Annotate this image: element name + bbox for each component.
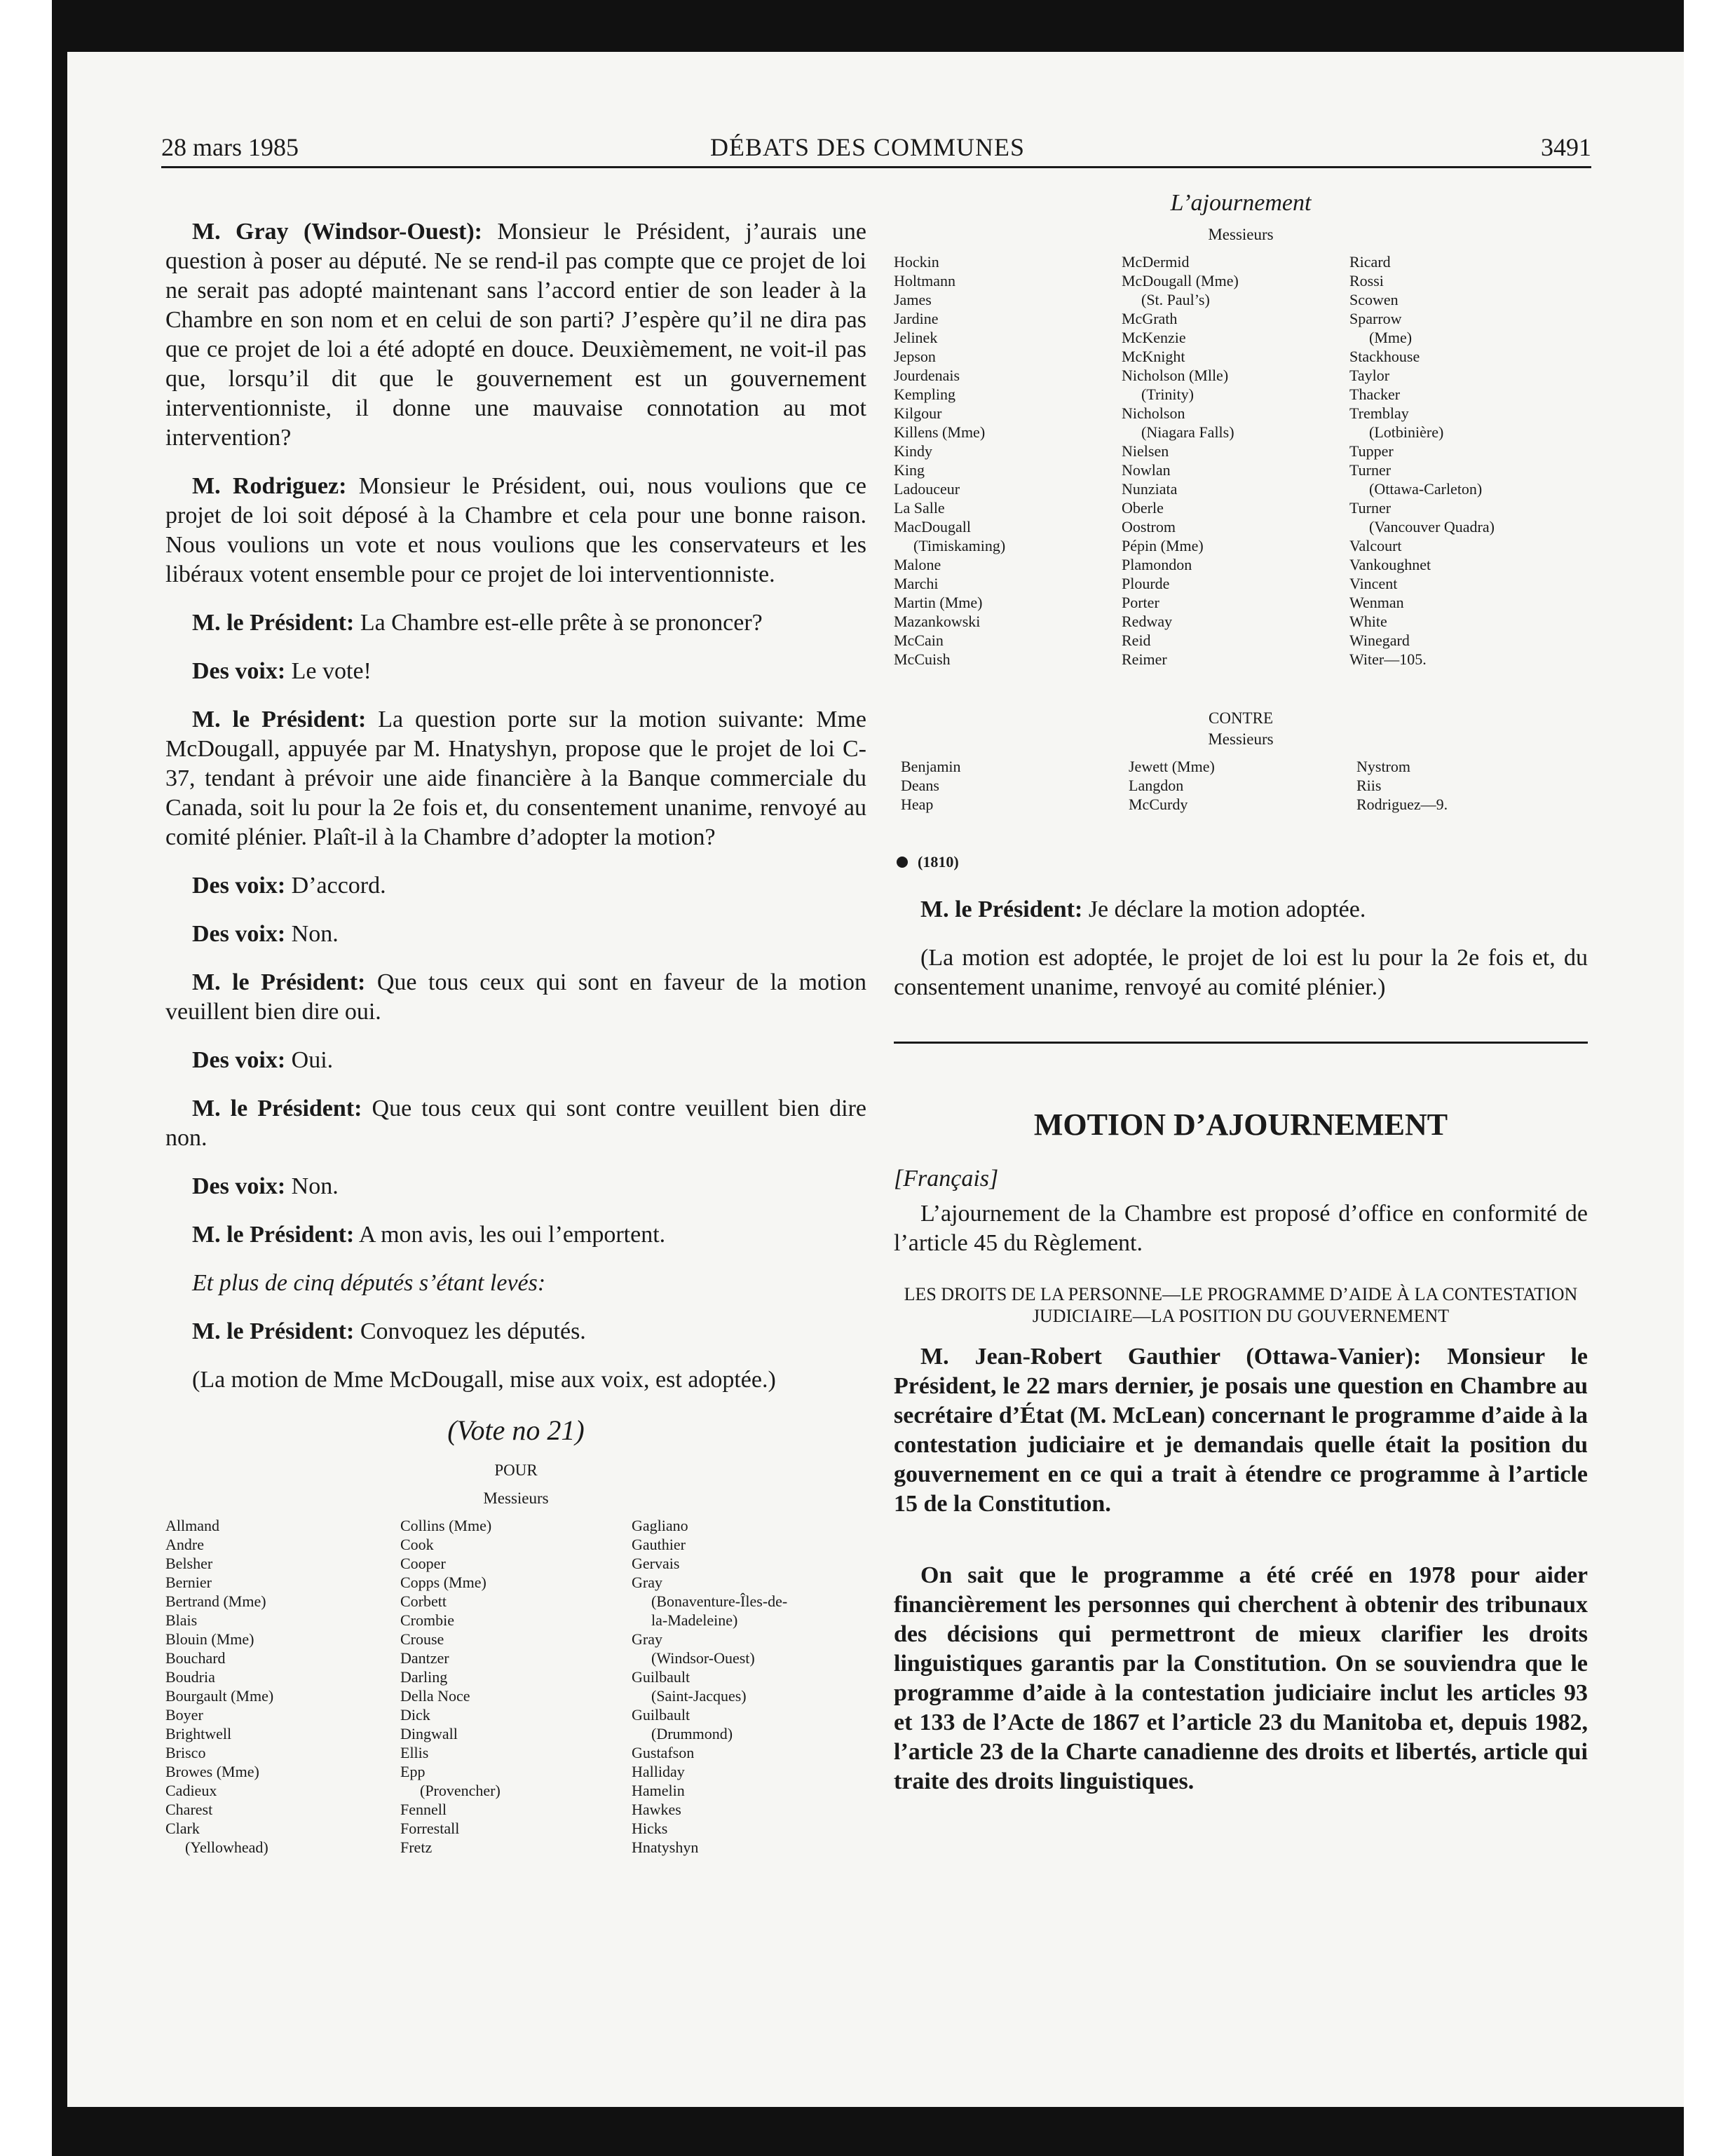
motion-heading: MOTION D’AJOURNEMENT: [1033, 1107, 1448, 1142]
member-name: Bertrand (Mme): [165, 1592, 266, 1610]
member-name: Halliday: [632, 1763, 685, 1780]
member-name: Forrestall: [400, 1820, 460, 1837]
member-name: Ladouceur: [894, 480, 960, 498]
member-name: Rossi: [1349, 272, 1384, 289]
pour-column-3: [632, 1516, 866, 1857]
gauthier-speaker: M. Jean-Robert Gauthier (Ottawa-Vanier):: [920, 1344, 1422, 1370]
messieurs-label: Messieurs: [1208, 730, 1274, 748]
paragraph: [165, 705, 866, 852]
member-name: Gauthier: [632, 1536, 686, 1553]
member-name: Gagliano: [632, 1517, 688, 1534]
paragraph: [165, 968, 866, 1027]
paragraph: [165, 657, 866, 686]
paragraph: [165, 871, 866, 901]
member-name: (Bonaventure-Îles-de-: [651, 1592, 788, 1610]
vote-title: (Vote no 21): [447, 1414, 585, 1446]
member-name: Guilbault: [632, 1668, 690, 1686]
member-name: Blouin (Mme): [165, 1630, 254, 1648]
member-name: Hamelin: [632, 1782, 685, 1799]
paragraph: [165, 1220, 866, 1250]
time-tag: [894, 852, 1588, 873]
member-name: (Windsor-Ouest): [651, 1649, 755, 1667]
paragraph-text: A mon avis, les oui l’emportent.: [354, 1222, 666, 1248]
member-name: McDermid: [1122, 253, 1190, 271]
paragraph-text: La question porte sur la motion suivante: Mme McDougall, appuyée par M. Hnatyshyn, propose que le projet de loi C-37, tendant à prévoir une aide financière à la Banque commerciale du Canada, soit lu pour la 2e fois et, du consentement unanime, renvoyé au comité plénier. Plaît-il à la Chambre d’adopter la motion?: [165, 707, 867, 850]
member-name: Boyer: [165, 1706, 203, 1724]
member-name: Hockin: [894, 253, 939, 271]
paragraph-text: Que tous ceux qui sont contre veuillent bien dire non.: [165, 1096, 866, 1151]
member-name: Jelinek: [894, 329, 938, 346]
paragraph-text: La Chambre est-elle prête à se prononcer?: [354, 610, 763, 636]
member-name: Nowlan: [1122, 461, 1171, 479]
member-name: Clark: [165, 1820, 200, 1837]
member-name: Witer—105.: [1349, 650, 1427, 668]
member-name: (Vancouver Quadra): [1369, 518, 1495, 535]
member-name: Stackhouse: [1349, 348, 1420, 365]
messieurs-label: Messieurs: [1208, 226, 1274, 243]
subheading: LES DROITS DE LA PERSONNE—LE PROGRAMME D’AIDE À LA CONTESTATION JUDICIAIRE—LA POSITION DU GOUVERNEMENT: [904, 1284, 1578, 1326]
member-name: MacDougall: [894, 518, 971, 535]
member-name: Marchi: [894, 575, 939, 592]
speaker-name: M. le Président:: [192, 707, 367, 732]
member-name: Charest: [165, 1801, 213, 1818]
paragraph-text: Monsieur le Président, j’aurais une question à poser au député. Ne se rend-il pas compte que ce projet de loi ne serait pas adopté maintenant sans l’accord entier de son leader à la Chambre en son nom et en celui de son parti? J’espère qu’il ne dira pas que ce projet de loi a été adopté en douce. Deuxièmement, ne voit-il pas que, lorsqu’il dit que le gouvernement est un gouvernement interventionniste, il donne une mauvaise connotation au mot intervention?: [165, 219, 866, 451]
member-name: Nicholson (Mlle): [1122, 367, 1229, 384]
speaker-name: M. le Président:: [192, 610, 355, 636]
member-name: Epp: [400, 1763, 426, 1780]
speaker-name: M. le Président:: [920, 896, 1083, 922]
member-name: Hnatyshyn: [632, 1838, 699, 1856]
member-name: Jardine: [894, 310, 939, 327]
member-name: (Provencher): [420, 1782, 501, 1799]
member-name: Pépin (Mme): [1122, 537, 1204, 554]
paragraph-text: Et plus de cinq députés s’étant levés:: [192, 1270, 546, 1296]
member-name: Reimer: [1122, 650, 1167, 668]
member-name: Jourdenais: [894, 367, 960, 384]
contre-names: [894, 757, 1588, 814]
member-name: Turner: [1349, 499, 1392, 517]
pour-column-1: [165, 1516, 400, 1857]
member-name: Wenman: [1349, 594, 1404, 611]
paragraph-text: Non.: [285, 1173, 339, 1199]
contre-column-2: [1129, 757, 1356, 814]
member-name: Dantzer: [400, 1649, 449, 1667]
member-name: Browes (Mme): [165, 1763, 259, 1780]
gauthier-text: Monsieur le Président, le 22 mars dernier, je posais une question en Chambre au secrétaire d’État (M. McLean) concernant le programme d’aide à la contestation judiciaire et je demandais quelle était la position du gouvernement en ce qui a trait à étendre ce programme à l’article 15 de la Constitution.: [894, 1344, 1588, 1517]
left-column: [165, 217, 866, 1857]
member-name: Blais: [165, 1611, 198, 1629]
paragraph: [165, 1172, 866, 1201]
paragraph: [165, 608, 866, 638]
member-name: Cooper: [400, 1555, 446, 1572]
paragraph-text: (La motion de Mme McDougall, mise aux voix, est adoptée.): [192, 1367, 776, 1393]
member-name: Langdon: [1129, 777, 1184, 794]
member-name: (Saint-Jacques): [651, 1687, 747, 1705]
member-name: Deans: [901, 777, 939, 794]
member-name: Nystrom: [1356, 758, 1410, 775]
member-name: Gray: [632, 1574, 662, 1591]
member-name: La Salle: [894, 499, 945, 517]
member-name: McKenzie: [1122, 329, 1186, 346]
paragraph: [165, 1317, 866, 1346]
speaker-name: Des voix:: [192, 1173, 286, 1199]
member-name: Malone: [894, 556, 941, 573]
member-name: (St. Paul’s): [1141, 291, 1210, 308]
member-name: Vankoughnet: [1349, 556, 1431, 573]
language-tag: [Français]: [894, 1166, 999, 1192]
speaker-name: M. le Président:: [192, 1096, 362, 1121]
member-name: James: [894, 291, 932, 308]
member-name: Boudria: [165, 1668, 215, 1686]
header-title: DÉBATS DES COMMUNES: [709, 133, 1026, 161]
member-name: Heap: [901, 796, 934, 813]
member-name: (Trinity): [1141, 386, 1194, 403]
member-name: Plourde: [1122, 575, 1170, 592]
right-paragraphs: [894, 895, 1588, 1002]
member-name: Crombie: [400, 1611, 454, 1629]
pour-continued-column-3: [1349, 252, 1588, 669]
paragraph-text: Monsieur le Président, oui, nous voulions que ce projet de loi soit déposé à la Chambre et cela pour une bonne raison. Nous voulions un vote et nous voulions que les conservateurs et les libéraux votent ensemble pour ce projet de loi interventionniste.: [165, 473, 866, 587]
adjournment-title: L’ajournement: [1170, 190, 1312, 216]
member-name: Hawkes: [632, 1801, 681, 1818]
member-name: Vincent: [1349, 575, 1398, 592]
paragraph-text: D’accord.: [285, 873, 386, 899]
member-name: Fennell: [400, 1801, 447, 1818]
speaker-name: Des voix:: [192, 658, 286, 684]
section-rule: [894, 1042, 1588, 1044]
paragraph-text: Oui.: [285, 1047, 334, 1073]
member-name: la-Madeleine): [651, 1611, 738, 1629]
member-name: (Ottawa-Carleton): [1369, 480, 1483, 498]
member-name: Oostrom: [1122, 518, 1176, 535]
member-name: (Mme): [1369, 329, 1413, 346]
paragraph-text: Non.: [285, 921, 339, 947]
paragraph-text: Convoquez les députés.: [354, 1318, 586, 1344]
member-name: Riis: [1356, 777, 1382, 794]
member-name: Belsher: [165, 1555, 213, 1572]
speaker-name: M. Rodriguez:: [192, 473, 347, 499]
member-name: Ricard: [1349, 253, 1391, 271]
pour-continued-column-2: [1122, 252, 1349, 669]
member-name: McDougall (Mme): [1122, 272, 1239, 289]
member-name: Bouchard: [165, 1649, 226, 1667]
member-name: Plamondon: [1122, 556, 1192, 573]
member-name: Nielsen: [1122, 442, 1169, 460]
member-name: Martin (Mme): [894, 594, 983, 611]
member-name: Oberle: [1122, 499, 1164, 517]
header-date: 28 mars 1985: [161, 133, 299, 161]
contre-column-1: [901, 757, 1129, 814]
member-name: Jepson: [894, 348, 936, 365]
speaker-name: M. le Président:: [192, 969, 366, 995]
member-name: McCuish: [894, 650, 951, 668]
member-name: Bernier: [165, 1574, 212, 1591]
time-tag-text: (1810): [918, 853, 959, 871]
paragraph-text: Que tous ceux qui sont en faveur de la motion veuillent bien dire oui.: [165, 969, 866, 1025]
member-name: (Drummond): [651, 1725, 733, 1742]
member-name: Kindy: [894, 442, 932, 460]
paragraph: [165, 472, 866, 589]
speaker-name: M. le Président:: [192, 1318, 355, 1344]
header-rule: [161, 166, 1591, 168]
member-name: Rodriguez—9.: [1356, 796, 1448, 813]
member-name: Cadieux: [165, 1782, 217, 1799]
member-name: Dick: [400, 1706, 430, 1724]
paragraph: [894, 895, 1588, 925]
pour-continued-column-1: [894, 252, 1122, 669]
paragraph-text: Je déclare la motion adoptée.: [1082, 896, 1366, 922]
member-name: McGrath: [1122, 310, 1178, 327]
member-name: McCurdy: [1129, 796, 1188, 813]
member-name: Gervais: [632, 1555, 680, 1572]
speaker-name: M. Gray (Windsor-Ouest):: [192, 219, 482, 245]
speaker-name: Des voix:: [192, 1047, 286, 1073]
member-name: Gustafson: [632, 1744, 695, 1761]
bullet-icon: [897, 857, 908, 868]
member-name: Ellis: [400, 1744, 429, 1761]
speaker-name: Des voix:: [192, 873, 286, 899]
member-name: Della Noce: [400, 1687, 470, 1705]
member-name: Copps (Mme): [400, 1574, 487, 1591]
pour-continued-names: [894, 252, 1588, 669]
member-name: Darling: [400, 1668, 448, 1686]
paragraph: [165, 1046, 866, 1075]
member-name: Thacker: [1349, 386, 1401, 403]
member-name: Allmand: [165, 1517, 219, 1534]
paragraph: [165, 920, 866, 949]
member-name: Valcourt: [1349, 537, 1402, 554]
member-name: Sparrow: [1349, 310, 1402, 327]
final-paragraph: On sait que le programme a été créé en 1978 pour aider financièrement les personnes qui cherchent à obtenir des tribunaux des décisions qui permettront de mieux clarifier les droits linguistiques garantis par la Constitution. On se souviendra que le programme d’aide à la contestation judiciaire inclut les articles 93 et 133 de l’Acte de 1867 et l’article 23 du Manitoba et, depuis 1982, l’article 23 de la Charte canadienne des droits et libertés, article qui traite des droits linguistiques.: [894, 1562, 1588, 1794]
member-name: Hicks: [632, 1820, 668, 1837]
member-name: (Yellowhead): [185, 1838, 268, 1856]
right-column: [894, 188, 1588, 1815]
motion-paragraph: L’ajournement de la Chambre est proposé d’office en conformité de l’article 45 du Règlement.: [894, 1201, 1588, 1256]
speaker-name: M. le Président:: [192, 1222, 355, 1248]
paragraph-text: (La motion est adoptée, le projet de loi est lu pour la 2e fois et, du consentement unanime, renvoyé au comité plénier.): [894, 945, 1588, 1000]
member-name: Crouse: [400, 1630, 444, 1648]
member-name: Tremblay: [1349, 404, 1409, 422]
member-name: Porter: [1122, 594, 1159, 611]
pour-column-2: [400, 1516, 632, 1857]
member-name: Redway: [1122, 613, 1173, 630]
pour-label: POUR: [494, 1461, 538, 1479]
member-name: McKnight: [1122, 348, 1185, 365]
left-paragraphs: [165, 217, 866, 1395]
contre-column-3: [1356, 757, 1595, 814]
member-name: (Niagara Falls): [1141, 423, 1234, 441]
member-name: Turner: [1349, 461, 1392, 479]
member-name: Andre: [165, 1536, 204, 1553]
paragraph: [894, 943, 1588, 1002]
member-name: Brisco: [165, 1744, 206, 1761]
paragraph: [165, 1094, 866, 1153]
member-name: (Lotbinière): [1369, 423, 1444, 441]
member-name: Holtmann: [894, 272, 955, 289]
member-name: Winegard: [1349, 632, 1410, 649]
member-name: Gray: [632, 1630, 662, 1648]
member-name: Kilgour: [894, 404, 942, 422]
contre-label: CONTRE: [1209, 709, 1273, 727]
member-name: Nicholson: [1122, 404, 1185, 422]
member-name: Nunziata: [1122, 480, 1178, 498]
member-name: Kempling: [894, 386, 955, 403]
member-name: Mazankowski: [894, 613, 981, 630]
member-name: Benjamin: [901, 758, 961, 775]
member-name: Guilbault: [632, 1706, 690, 1724]
member-name: McCain: [894, 632, 944, 649]
header-page-number: 3491: [1541, 133, 1591, 161]
member-name: White: [1349, 613, 1387, 630]
member-name: Taylor: [1349, 367, 1390, 384]
member-name: Brightwell: [165, 1725, 232, 1742]
speaker-name: Des voix:: [192, 921, 286, 947]
messieurs-label: Messieurs: [483, 1489, 549, 1507]
member-name: King: [894, 461, 925, 479]
paragraph: [165, 217, 866, 453]
member-name: Corbett: [400, 1592, 447, 1610]
gauthier-paragraph: [894, 1342, 1588, 1519]
member-name: Tupper: [1349, 442, 1394, 460]
member-name: Reid: [1122, 632, 1151, 649]
pour-names: [165, 1516, 866, 1857]
member-name: Scowen: [1349, 291, 1399, 308]
member-name: Collins (Mme): [400, 1517, 492, 1534]
member-name: Killens (Mme): [894, 423, 986, 441]
paragraph-text: Le vote!: [285, 658, 372, 684]
member-name: Fretz: [400, 1838, 433, 1856]
member-name: Bourgault (Mme): [165, 1687, 274, 1705]
member-name: Dingwall: [400, 1725, 458, 1742]
member-name: Jewett (Mme): [1129, 758, 1215, 775]
paragraph: [165, 1365, 866, 1395]
member-name: (Timiskaming): [913, 537, 1006, 554]
paragraph: [165, 1269, 866, 1298]
member-name: Cook: [400, 1536, 434, 1553]
